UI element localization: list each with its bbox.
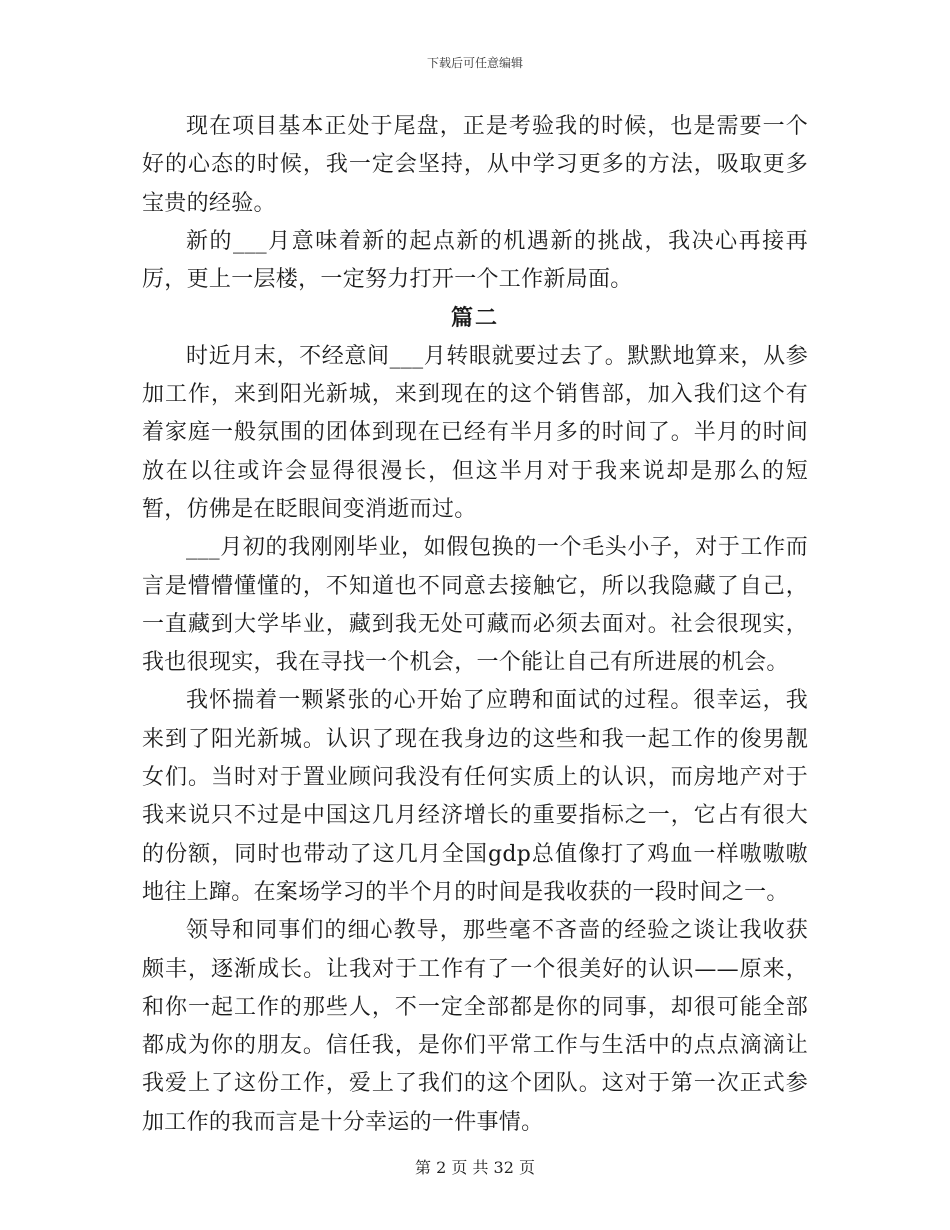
page-number-footer: 第 2 页 共 32 页: [415, 1158, 535, 1177]
paragraph: 新的___月意味着新的起点新的机遇新的挑战，我决心再接再厉，更上一层楼，一定努力打开一个工作新局面。: [142, 228, 808, 293]
paragraph: ___月初的我刚刚毕业，如假包换的一个毛头小子，对于工作而言是懵懵懂懂的，不知道也不同意去接触它，所以我隐藏了自己，一直藏到大学毕业，藏到我无处可藏而必须去面对。社会很现实，我也很现实，我在寻找一个机会，一个能让自己有所进展的机会。: [142, 535, 808, 676]
paragraph: 现在项目基本正处于尾盘，正是考验我的时候，也是需要一个好的心态的时候，我一定会坚持，从中学习更多的方法，吸取更多宝贵的经验。: [142, 114, 808, 216]
section-title: 篇二: [450, 305, 499, 332]
paragraph: 领导和同事们的细心教导，那些毫不吝啬的经验之谈让我收获颇丰，逐渐成长。让我对于工作有了一个很美好的认识——原来，和你一起工作的那些人，不一定全部都是你的同事，却很可能全部都成为你的朋友。信任我，是你们平常工作与生活中的点点滴滴让我爱上了这份工作，爱上了我们的这个团队。这对于第一次正式参加工作的我而言是十分幸运的一件事情。: [142, 918, 808, 1135]
page-header: 下载后可任意编辑: [426, 56, 523, 70]
document-body: [142, 108, 808, 1142]
paragraph: 时近月末，不经意间___月转眼就要过去了。默默地算来，从参加工作，来到阳光新城，来到现在的这个销售部，加入我们这个有着家庭一般氛围的团体到现在已经有半月多的时间了。半月的时间放在以往或许会显得很漫长，但这半月对于我来说却是那么的短暂，仿佛是在眨眼间变消逝而过。: [142, 343, 808, 522]
paragraph: 我怀揣着一颗紧张的心开始了应聘和面试的过程。很幸运，我来到了阳光新城。认识了现在我身边的这些和我一起工作的俊男靓女们。当时对于置业顾问我没有任何实质上的认识，而房地产对于我来说只不过是中国这几月经济增长的重要指标之一，它占有很大的份额，同时也带动了这几月全国gdp总值像打了鸡血一样嗷嗷嗷地往上蹿。在案场学习的半个月的时间是我收获的一段时间之一。: [142, 688, 808, 905]
